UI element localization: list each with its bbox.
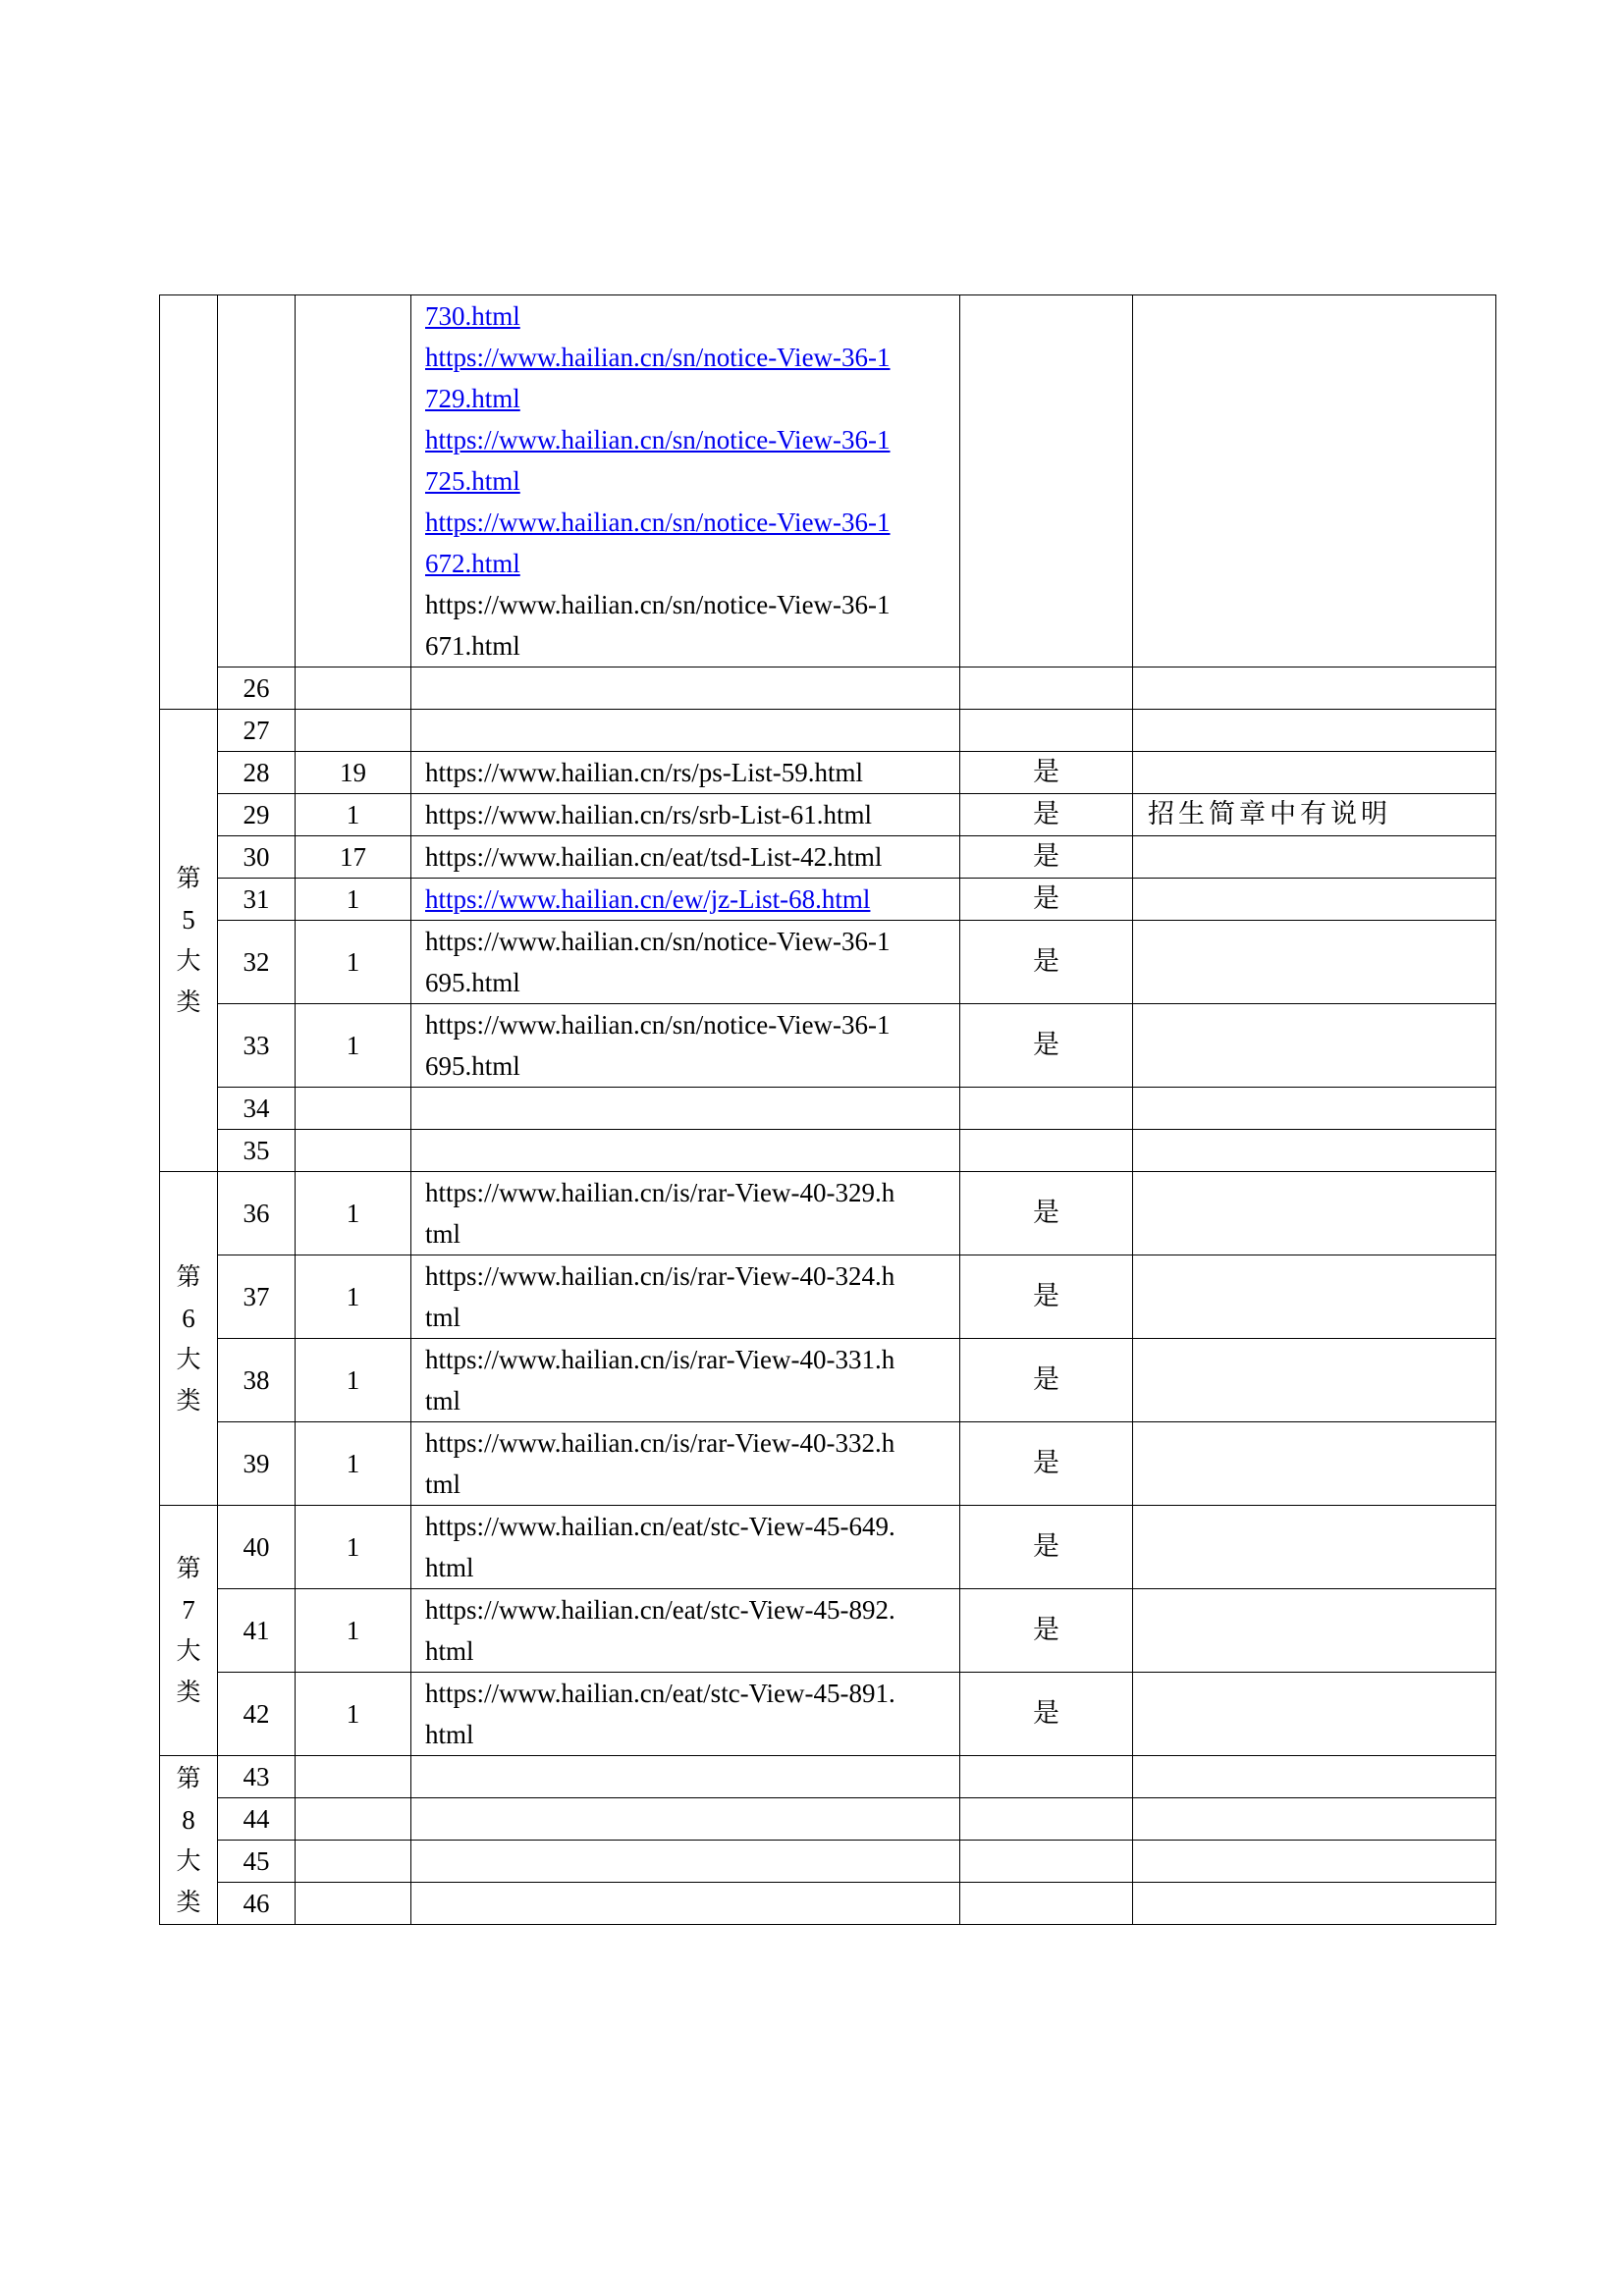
url-cell [411, 879, 960, 921]
category-label [174, 1548, 203, 1713]
table-row [160, 1172, 1496, 1255]
count-cell [296, 1088, 411, 1130]
url-cell [411, 752, 960, 794]
url-text: 695.html [425, 1051, 520, 1081]
category-char: 大 [176, 946, 201, 975]
url-cell [411, 667, 960, 710]
index-cell: 44 [218, 1798, 296, 1841]
url-cell [411, 1130, 960, 1172]
index-cell: 41 [218, 1589, 296, 1673]
category-cell [160, 710, 218, 1172]
category-cell [160, 1756, 218, 1925]
url-text: tml [425, 1386, 461, 1415]
table-body [160, 295, 1496, 1925]
note-cell [1133, 1673, 1496, 1756]
included-cell [960, 667, 1133, 710]
url-cell [411, 1255, 960, 1339]
url-text: tml [425, 1469, 461, 1499]
count-cell: 17 [296, 836, 411, 879]
included-cell [960, 1088, 1133, 1130]
included-cell: 是 [960, 1339, 1133, 1422]
index-cell: 28 [218, 752, 296, 794]
count-cell: 1 [296, 1422, 411, 1506]
category-char: 6 [182, 1303, 195, 1333]
note-cell [1133, 295, 1496, 667]
category-label [174, 858, 203, 1023]
url-cell [411, 1589, 960, 1673]
note-cell [1133, 752, 1496, 794]
index-cell: 29 [218, 794, 296, 836]
table-row [160, 1004, 1496, 1088]
url-text: https://www.hailian.cn/is/rar-View-40-331.h [425, 1345, 895, 1374]
category-char: 5 [182, 905, 195, 934]
url-text: https://www.hailian.cn/eat/tsd-List-42.html [425, 842, 883, 872]
included-cell: 是 [960, 1589, 1133, 1673]
url-text: html [425, 1636, 474, 1666]
index-cell: 39 [218, 1422, 296, 1506]
table-row [160, 710, 1496, 752]
url-text: https://www.hailian.cn/sn/notice-View-36-1 [425, 1010, 891, 1040]
note-cell [1133, 1130, 1496, 1172]
note-cell [1133, 1255, 1496, 1339]
included-cell: 是 [960, 836, 1133, 879]
index-cell: 46 [218, 1883, 296, 1925]
table-row [160, 1506, 1496, 1589]
url-cell [411, 1004, 960, 1088]
table-row [160, 1673, 1496, 1756]
url-text: https://www.hailian.cn/is/rar-View-40-332.h [425, 1428, 895, 1458]
count-cell: 1 [296, 1255, 411, 1339]
included-cell: 是 [960, 1004, 1133, 1088]
count-cell [296, 710, 411, 752]
url-cell [411, 1339, 960, 1422]
note-cell [1133, 879, 1496, 921]
url-text: https://www.hailian.cn/sn/notice-View-36-1 [425, 927, 891, 956]
index-cell: 30 [218, 836, 296, 879]
table-row [160, 1339, 1496, 1422]
table-row [160, 1589, 1496, 1673]
category-label [174, 1758, 203, 1923]
index-cell: 42 [218, 1673, 296, 1756]
url-link[interactable]: https://www.hailian.cn/sn/notice-View-36-1 [425, 425, 891, 454]
table-row [160, 921, 1496, 1004]
category-char: 类 [176, 1385, 201, 1415]
table-row [160, 879, 1496, 921]
index-cell: 33 [218, 1004, 296, 1088]
url-link[interactable]: https://www.hailian.cn/sn/notice-View-36-1 [425, 343, 891, 372]
index-cell: 38 [218, 1339, 296, 1422]
category-cell [160, 1172, 218, 1506]
url-link[interactable]: 725.html [425, 466, 520, 496]
table-row [160, 667, 1496, 710]
category-char: 大 [176, 1845, 201, 1875]
note-cell [1133, 1756, 1496, 1798]
count-cell [296, 1883, 411, 1925]
index-cell: 31 [218, 879, 296, 921]
count-cell: 1 [296, 1172, 411, 1255]
included-cell [960, 1883, 1133, 1925]
note-cell [1133, 1088, 1496, 1130]
count-cell: 1 [296, 1673, 411, 1756]
table-row [160, 1798, 1496, 1841]
category-char: 类 [176, 1887, 201, 1916]
count-cell: 1 [296, 1506, 411, 1589]
included-cell: 是 [960, 1673, 1133, 1756]
url-cell [411, 1172, 960, 1255]
url-text: 671.html [425, 631, 520, 661]
table-row-continuation [160, 295, 1496, 667]
included-cell: 是 [960, 921, 1133, 1004]
included-cell [960, 1756, 1133, 1798]
count-cell: 1 [296, 1589, 411, 1673]
url-cell [411, 1422, 960, 1506]
category-char: 8 [182, 1804, 195, 1835]
note-cell [1133, 1004, 1496, 1088]
url-text: tml [425, 1303, 461, 1332]
category-cell-prev [160, 295, 218, 710]
category-char: 类 [176, 1678, 201, 1706]
index-cell: 37 [218, 1255, 296, 1339]
index-cell: 45 [218, 1841, 296, 1883]
url-cell [411, 1798, 960, 1841]
count-cell [296, 1756, 411, 1798]
note-cell [1133, 836, 1496, 879]
url-text: https://www.hailian.cn/rs/ps-List-59.html [425, 758, 863, 787]
url-text: https://www.hailian.cn/eat/stc-View-45-892. [425, 1595, 895, 1625]
note-cell [1133, 1172, 1496, 1255]
url-link[interactable]: https://www.hailian.cn/ew/jz-List-68.html [425, 884, 871, 914]
url-cell [411, 710, 960, 752]
table-row [160, 1422, 1496, 1506]
url-cell [411, 1088, 960, 1130]
index-cell [218, 295, 296, 667]
index-cell: 34 [218, 1088, 296, 1130]
count-cell: 1 [296, 1004, 411, 1088]
count-cell [296, 1798, 411, 1841]
url-cell [411, 794, 960, 836]
url-link[interactable]: https://www.hailian.cn/sn/notice-View-36-1 [425, 507, 891, 537]
count-cell: 1 [296, 921, 411, 1004]
included-cell: 是 [960, 1422, 1133, 1506]
category-cell [160, 1506, 218, 1756]
url-link[interactable]: 672.html [425, 549, 520, 578]
category-char: 大 [176, 1344, 201, 1373]
included-cell [960, 1798, 1133, 1841]
index-cell: 32 [218, 921, 296, 1004]
note-cell [1133, 710, 1496, 752]
note-cell: 招生简章中有说明 [1133, 794, 1496, 836]
index-cell: 36 [218, 1172, 296, 1255]
url-text: html [425, 1720, 474, 1749]
table-row [160, 1255, 1496, 1339]
note-cell [1133, 667, 1496, 710]
note-cell [1133, 1883, 1496, 1925]
included-cell: 是 [960, 1172, 1133, 1255]
url-cell [411, 1506, 960, 1589]
note-cell [1133, 1422, 1496, 1506]
table-row [160, 1130, 1496, 1172]
url-text: https://www.hailian.cn/eat/stc-View-45-649. [425, 1512, 895, 1541]
included-cell: 是 [960, 1255, 1133, 1339]
table-row [160, 1841, 1496, 1883]
url-link[interactable]: 730.html [425, 301, 520, 331]
url-cell [411, 1883, 960, 1925]
url-text: https://www.hailian.cn/rs/srb-List-61.html [425, 800, 872, 829]
url-cell [411, 1756, 960, 1798]
url-link[interactable]: 729.html [425, 384, 520, 413]
note-cell [1133, 1841, 1496, 1883]
url-cell [411, 836, 960, 879]
count-cell: 19 [296, 752, 411, 794]
url-text: https://www.hailian.cn/sn/notice-View-36-1 [425, 590, 891, 619]
table-row [160, 794, 1496, 836]
index-cell: 27 [218, 710, 296, 752]
note-cell [1133, 921, 1496, 1004]
included-cell: 是 [960, 1506, 1133, 1589]
url-cell [411, 1841, 960, 1883]
note-cell [1133, 1339, 1496, 1422]
url-cell [411, 921, 960, 1004]
note-cell [1133, 1589, 1496, 1673]
included-cell [960, 1841, 1133, 1883]
category-char: 大 [176, 1636, 201, 1665]
count-cell [296, 1130, 411, 1172]
count-cell: 1 [296, 879, 411, 921]
count-cell [296, 1841, 411, 1883]
url-text: html [425, 1553, 474, 1582]
table-row [160, 752, 1496, 794]
included-cell: 是 [960, 794, 1133, 836]
included-cell: 是 [960, 752, 1133, 794]
index-cell: 26 [218, 667, 296, 710]
included-cell [960, 1130, 1133, 1172]
count-cell [296, 295, 411, 667]
included-cell [960, 710, 1133, 752]
index-cell: 40 [218, 1506, 296, 1589]
url-text: https://www.hailian.cn/is/rar-View-40-324.h [425, 1261, 895, 1291]
table-row [160, 1883, 1496, 1925]
note-cell [1133, 1506, 1496, 1589]
index-cell: 43 [218, 1756, 296, 1798]
table-row [160, 1088, 1496, 1130]
category-char: 7 [182, 1595, 195, 1625]
url-text: tml [425, 1219, 461, 1249]
count-cell: 1 [296, 794, 411, 836]
index-cell: 35 [218, 1130, 296, 1172]
count-cell: 1 [296, 1339, 411, 1422]
url-cell [411, 1673, 960, 1756]
included-cell: 是 [960, 879, 1133, 921]
table-row [160, 836, 1496, 879]
category-label [174, 1256, 203, 1421]
category-char: 第 [176, 1554, 201, 1582]
included-cell [960, 295, 1133, 667]
category-char: 第 [176, 1261, 201, 1291]
category-char: 第 [176, 1763, 201, 1792]
url-cell [411, 295, 960, 667]
url-text: https://www.hailian.cn/is/rar-View-40-329.h [425, 1178, 895, 1207]
table-row [160, 1756, 1496, 1798]
count-cell [296, 667, 411, 710]
category-char: 类 [176, 988, 201, 1016]
category-char: 第 [176, 864, 201, 892]
url-text: https://www.hailian.cn/eat/stc-View-45-891. [425, 1679, 895, 1708]
data-table [159, 294, 1496, 1925]
url-text: 695.html [425, 968, 520, 997]
note-cell [1133, 1798, 1496, 1841]
